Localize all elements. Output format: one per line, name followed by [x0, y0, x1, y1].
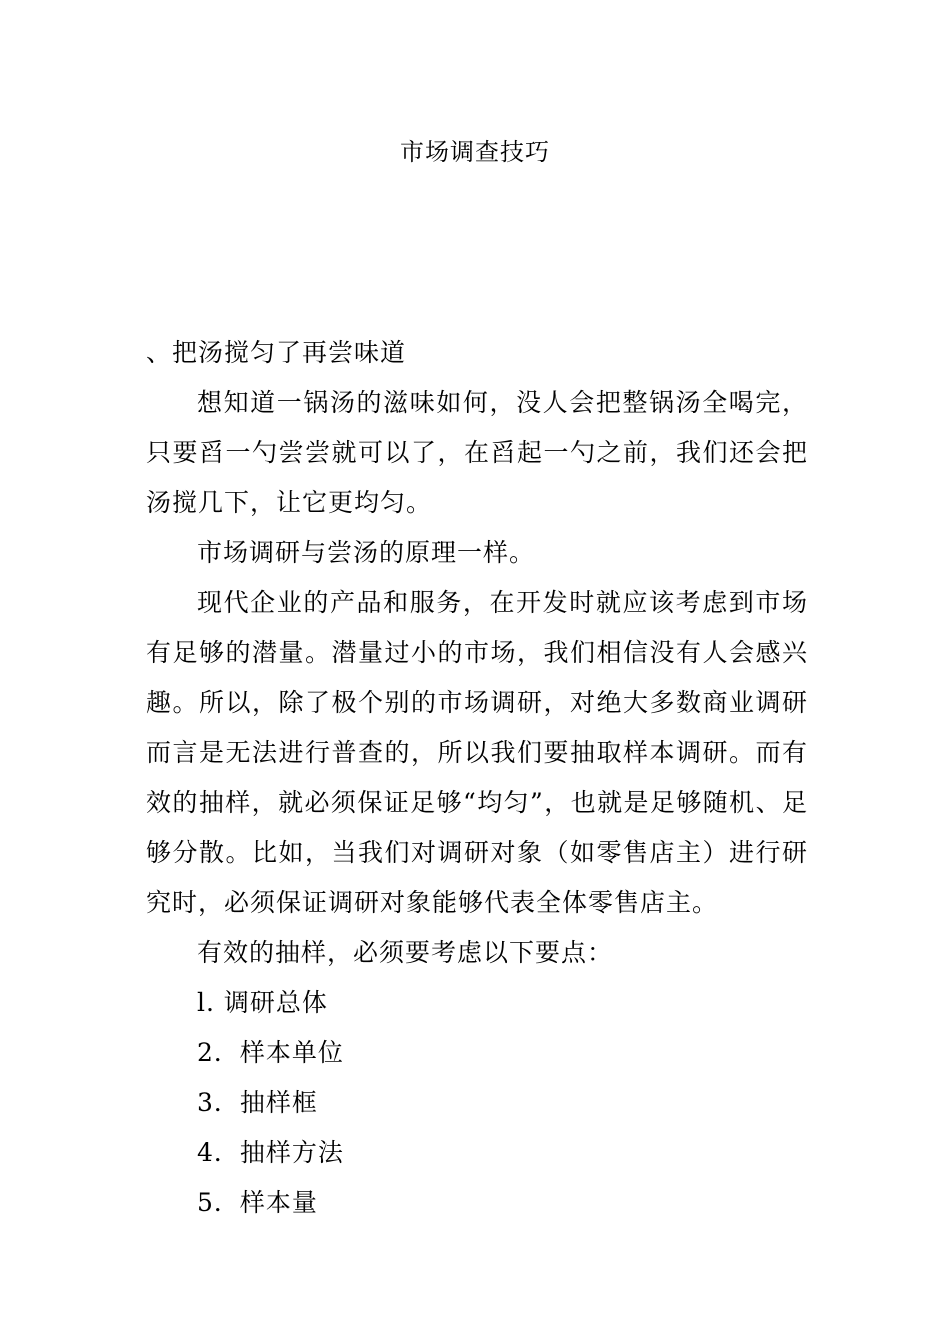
paragraph-sampling: 现代企业的产品和服务，在开发时就应该考虑到市场有足够的潜量。潜量过小的市场，我们相信没有人会感兴趣。所以，除了极个别的市场调研，对绝大多数商业调研而言是无法进行普查的，所以我们要抽取样本调研。而有效的抽样，就必须保证足够“均匀”，也就是足够随机、足够分散。比如，当我们对调研对象（如零售店主）进行研究时，必须保证调研对象能够代表全体零售店主。: [146, 588, 808, 917]
paragraph-soup-analogy: 想知道一锅汤的滋味如何，没人会把整锅汤全喝完，只要舀一勺尝尝就可以了，在舀起一勺之前，我们还会把汤搅几下，让它更均匀。: [146, 388, 808, 517]
list-item: 3．抽样框: [197, 1088, 318, 1117]
list-item: 2．样本单位: [197, 1038, 344, 1067]
list-item: 4．抽样方法: [197, 1138, 344, 1167]
document-body: [146, 328, 808, 1228]
section-heading: 、把汤搅匀了再尝味道: [146, 338, 407, 367]
list-item: 5．样本量: [197, 1188, 318, 1217]
paragraph-principle: 市场调研与尝汤的原理一样。: [197, 538, 536, 567]
document-title: 市场调查技巧: [400, 138, 550, 166]
list-item: l. 调研总体: [197, 988, 328, 1017]
paragraph-key-points-intro: 有效的抽样，必须要考虑以下要点：: [197, 938, 614, 967]
